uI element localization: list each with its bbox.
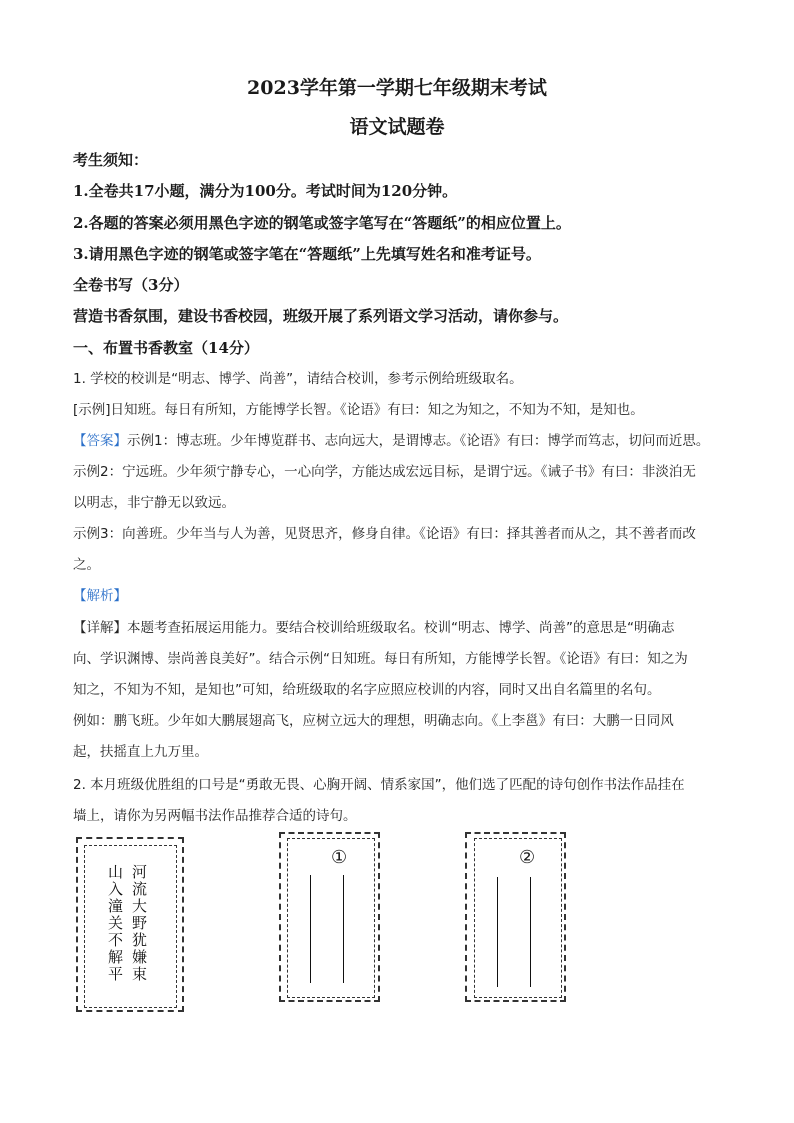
notice-item-3: 3.请用黑色字迹的钢笔或签字笔在“答题纸”上先填写姓名和准考证号。 [73, 245, 541, 263]
sample-scroll-left-column: 山入潼关不解平 [106, 864, 124, 983]
exam-subtitle: 语文试题卷 [349, 116, 445, 138]
detail-line-5: 起，扶摇直上九万里。 [73, 744, 208, 760]
answer-example-3b: 之。 [73, 557, 100, 573]
detail-text-1: 本题考查拓展运用能力。要结合校训给班级取名。校训“明志、博学、尚善”的意思是“明确志 [127, 620, 675, 636]
analysis-tag: 【解析】 [73, 588, 127, 604]
detail-line-4: 例如：鹏飞班。少年如大鹏展翅高飞，应树立远大的理想，明确志向。《上李邕》有曰：大鹏一日同风 [73, 713, 674, 729]
question-2-stem-b: 墙上，请你为另两幅书法作品推荐合适的诗句。 [73, 808, 357, 824]
answer-line [73, 431, 733, 451]
section-1-heading: 一、布置书香教室（14分） [73, 339, 259, 357]
detail-line-2: 向、学识渊博、崇尚善良美好”。结合示例“日知班。每日有所知，方能博学长智。《论语》有曰：知之为 [73, 651, 688, 667]
detail-line-1 [73, 618, 733, 638]
blank-scroll-2-number: ② [519, 847, 536, 868]
answer-example-2b: 以明志，非宁静无以致远。 [73, 495, 235, 511]
question-1-stem: 1. 学校的校训是“明志、博学、尚善”，请结合校训，参考示例给班级取名。 [73, 371, 523, 387]
notice-heading: 考生须知： [73, 151, 149, 169]
question-1-example: [示例]日知班。每日有所知，方能博学长智。《论语》有曰：知之为知之，不知为不知，是知也。 [73, 402, 644, 418]
detail-line-3: 知之，不知为不知，是知也”可知，给班级取的名字应照应校训的内容，同时又出自名篇里的名句。 [73, 682, 661, 698]
answer-example-2a: 示例2：宁远班。少年须宁静专心，一心向学，方能达成宏远目标，是谓宁远。《诫子书》有曰：非淡泊无 [73, 464, 696, 480]
answer-example-1: 示例1：博志班。少年博览群书、志向远大，是谓博志。《论语》有曰：博学而笃志，切问而近思。 [127, 433, 710, 449]
notice-item-1: 1.全卷共17小题，满分为100分。考试时间为120分钟。 [73, 182, 458, 200]
blank-scroll-1-number: ① [331, 847, 348, 868]
notice-item-2: 2.各题的答案必须用黑色字迹的钢笔或签字笔写在“答题纸”的相应位置上。 [73, 214, 571, 232]
handwriting-score: 全卷书写（3分） [73, 276, 189, 294]
activity-intro: 营造书香氛围，建设书香校园，班级开展了系列语文学习活动，请你参与。 [73, 307, 569, 325]
question-2-stem-a: 2. 本月班级优胜组的口号是“勇敢无畏、心胸开阔、情系家国”，他们选了匹配的诗句创作书法作品挂在 [73, 777, 685, 793]
sample-scroll-right-column: 河流大野犹嫌束 [130, 864, 148, 983]
blank-scroll-2-inner [474, 838, 562, 998]
detail-tag: 【详解】 [73, 620, 127, 636]
blank-scroll-1-line-left [310, 875, 311, 983]
blank-scroll-1-line-right [343, 875, 344, 983]
answer-example-3a: 示例3：向善班。少年当与人为善，见贤思齐，修身自律。《论语》有曰：择其善者而从之，其不善者而改 [73, 526, 696, 542]
exam-title: 2023学年第一学期七年级期末考试 [247, 77, 547, 99]
blank-scroll-2-line-right [530, 877, 531, 987]
blank-scroll-2-line-left [497, 877, 498, 987]
answer-tag: 【答案】 [73, 433, 127, 449]
